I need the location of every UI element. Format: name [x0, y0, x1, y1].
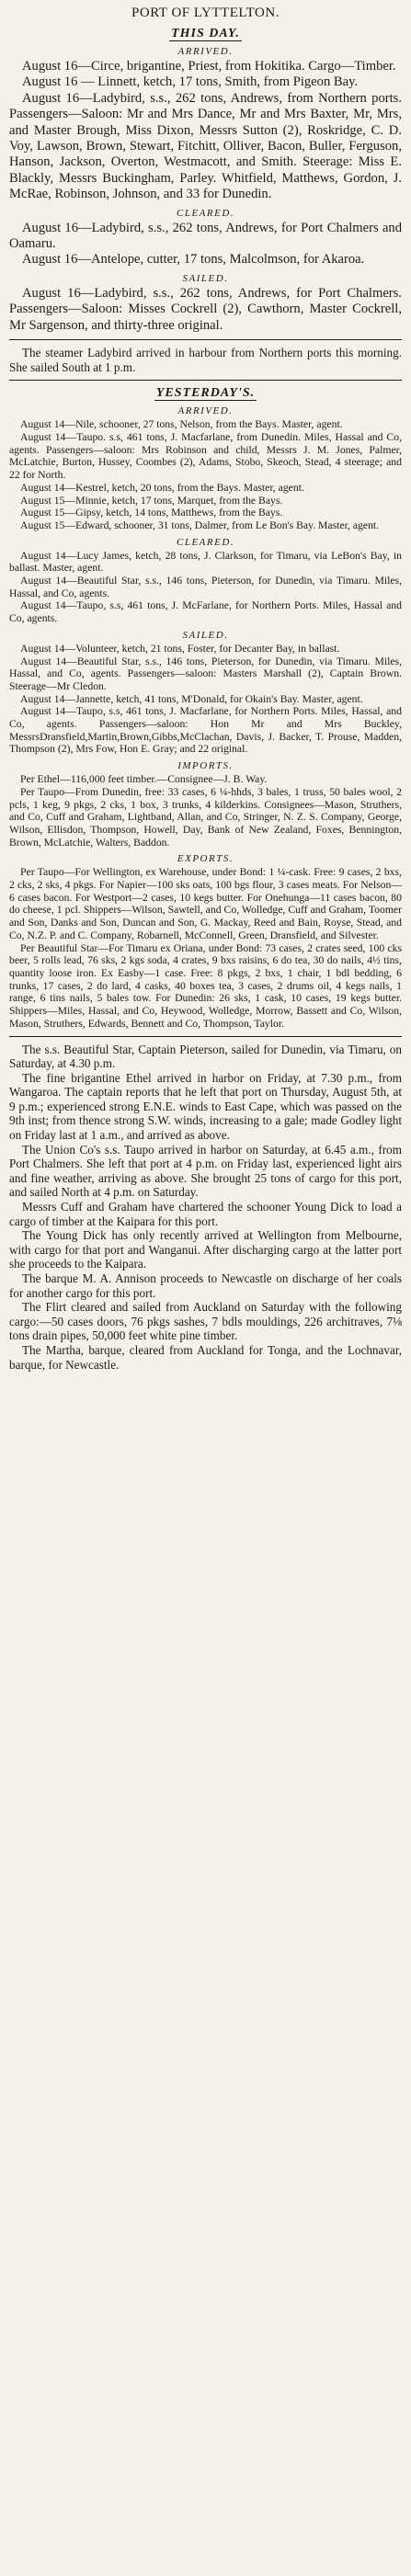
notice-text: The fine brigantine Ethel arrived in harbor on Friday, at 7.30 p.m., from Wangaroa. The captain reports that he left that port on Thursday, August 5th, at 9 p.m.; experienced strong E.N.E. winds to East Cape, which was passed on the 9th inst; from thence strong S.W. winds, increasing to a gale; made Godley light on Friday last at 1 a.m., and arrived as above. [9, 1070, 402, 1143]
shipping-entry: August 16 — Linnett, ketch, 17 tons, Smith, from Pigeon Bay. [22, 74, 359, 90]
divider [9, 1036, 402, 1037]
shipping-entry: August 14—Beautiful Star, s.s., 146 tons, Pieterson, for Dunedin, via Timaru. Miles, Hassal, and Co, agents. [9, 575, 402, 599]
shipping-entry: August 14—Taupo, s.s, 461 tons, J. Macfarlane, for Northern Ports. Miles, Hassal, and Co, agents. Passengers—saloon: Hon Mr and Mrs Buckley, MessrsDransfield,Martin,Brown,Gibbs,McClachan, Davis, J. Backer, T. Prouse, Madden, Thompson (2), Mrs Fow, Hon E. Gray; and 22 original. [9, 705, 402, 756]
notice-text: The Martha, barque, cleared from Auckland for Tonga, and the Lochnavar, barque, for Newcastle. [9, 1342, 402, 1372]
this-day-section [9, 46, 402, 334]
this-day-title: THIS DAY. [171, 27, 240, 40]
shipping-entry: August 16—Ladybird, s.s., 262 tons, Andrews, for Port Chalmers and Oamaru. [9, 220, 402, 252]
shipping-notices [9, 1043, 402, 1373]
ladybird-notice [9, 346, 402, 374]
exports-entry: Per Beautiful Star—For Timaru ex Oriana, under Bond: 73 cases, 2 crates seed, 100 cks beer, 5 rolls lead, 76 sks, 2 kgs soda, 4 crates, 9 bxs raisins, 6 do tea, 30 do nails, 4½ tins, quantity loose iron. Ex Easby—1 case. Free: 8 pkgs, 2 bxs, 1 chair, 1 bdl bedding, 6 trunks, 17 cases, 2 do lard, 4 casks, 40 boxes tea, 3 cases, 2 drums oil, 4 kegs nails, 1 range, 6 tins nails, 5 bales tow. For Dunedin: 26 sks, 1 cask, 10 cases, 19 kegs butter. Shippers—Miles, Hassal, and Co, Heywood, Wolledge, Morrow, Bassett and Co, Wilson, Mason, Struthers, Edwards, Bennett and Co, Thompson, Taylor. [9, 941, 402, 1030]
divider [9, 380, 402, 381]
shipping-entry: August 16—Circe, brigantine, Priest, from Hokitika. Cargo—Timber. [22, 59, 396, 74]
shipping-entry: August 14—Lucy James, ketch, 28 tons, J. Clarkson, for Timaru, via LeBon's Bay, in ballast. Master, agent. [9, 549, 402, 575]
this-day-sailed-label: SAILED. [182, 272, 229, 284]
yesterday-sailed-label: SAILED. [182, 629, 229, 641]
notice-text: The steamer Ladybird arrived in harbour from Northern ports this morning. She sailed South at 1 p.m. [9, 346, 402, 374]
shipping-entry: August 14—Beautiful Star, s.s., 146 tons, Pieterson, for Dunedin, via Timaru. Miles, Hassal, and Co, agents. Passengers—saloon: Masters Marshall (2), Captain Brown. Steerage—Mr Cledon. [9, 655, 402, 692]
shipping-entry: August 15—Minnie, ketch, 17 tons, Marquet, from the Bays. [20, 494, 283, 507]
imports-entry: Per Taupo—From Dunedin, free: 33 cases, 6 ¼-hhds, 3 bales, 1 truss, 50 bales wool, 2 pcls, 1 keg, 9 pkgs, 2 cks, 1 box, 3 trunks, 4 kilderkins. Consignees—Mason, Struthers, and Co, Cuff and Graham, Lightband, Allan, and Co, Stringer, N. Z. S. Company, George, Wilson, Ellisdon, Thompson, Howell, Day, Bank of New Zealand, Foxes, Bennington, Brown, McLatchie, Walters, Baddon. [9, 785, 402, 849]
shipping-entry: August 14—Taupo, s.s, 461 tons, J. McFarlane, for Northern Ports. Miles, Hassal and Co, agents. [9, 599, 402, 625]
shipping-entry: August 14—Taupo. s.s, 461 tons, J. Macfarlane, from Dunedin. Miles, Hassal and Co, agents. Passengers—saloon: Mrs Robinson and child, Messrs J. M. Jones, Palmer, McLatchie, Burton, Hussey, Coombes (2), Adams, Stobo, Skeoch, Stead, 4 steerage; and 22 for North. [9, 430, 402, 482]
shipping-entry: August 14—Volunteer, ketch, 21 tons, Foster, for Decanter Bay, in ballast. [20, 642, 340, 655]
divider [9, 339, 402, 340]
notice-text: Messrs Cuff and Graham have chartered the schooner Young Dick to load a cargo of timber at the Kaipara for this port. [9, 1200, 402, 1228]
shipping-entry: August 14—Kestrel, ketch, 20 tons, from the Bays. Master, agent. [20, 481, 304, 494]
notice-text: The Flirt cleared and sailed from Auckland on Saturday with the following cargo:—50 cases doors, 76 pkgs sashes, 7 bdls mouldings, 226 architraves, 7⅛ tons drain pipes, 50,000 feet white pine timber. [9, 1300, 402, 1343]
shipping-entry: August 16—Antelope, cutter, 17 tons, Malcolmson, for Akaroa. [22, 252, 365, 268]
port-heading: PORT OF LYTTELTON. [131, 6, 280, 20]
this-day-arrived-label: ARRIVED. [177, 46, 234, 57]
this-day-cleared-label: CLEARED. [176, 207, 235, 219]
yesterday-arrived-label: ARRIVED. [177, 405, 234, 417]
notice-text: The barque M. A. Annison proceeds to Newcastle on discharge of her coals for another cargo for this port. [9, 1271, 402, 1300]
yesterday-title: YESTERDAY'S. [155, 386, 256, 401]
yesterday-section [9, 405, 402, 1030]
notice-text: The Union Co's s.s. Taupo arrived in harbor on Saturday, at 6.45 a.m., from Port Chalmers. She left that port at 4 p.m. on Friday last, experienced light airs and fine weather, arriving as above. She brought 25 tons of cargo for this port, and sailed North at 4 p.m. on Saturday. [9, 1142, 402, 1200]
shipping-entry: August 15—Edward, schooner, 31 tons, Dalmer, from Le Bon's Bay. Master, agent. [20, 519, 380, 531]
exports-label: EXPORTS. [177, 853, 234, 865]
shipping-entry: August 14—Nile, schooner, 27 tons, Nelson, from the Bays. Master, agent. [20, 418, 343, 431]
shipping-entry: August 16—Ladybird, s.s., 262 tons, Andrews, from Northern ports. Passengers—Saloon: Mr and Mrs Dance, Mr and Mrs Baxter, Mr, Mrs, and Master Brough, Miss Dixon, Messrs Sutton (2), Roskridge, C. D. Voy, Lawson, Brown, Stewart, Fitchitt, Olliver, Bacon, Buller, Ferguson, Hanson, Jackson, Overton, Westmacott, and Smith. Steerage: Miss E. Blackly, Messrs Buckingham, Parley. Whitfield, Matthews, Gordon, J. McRae, Robinson, Johnson, and 33 for Dunedin. [9, 90, 402, 202]
shipping-entry: August 16—Ladybird, s.s., 262 tons, Andrews, for Port Chalmers. Passengers—Saloon: Misses Cockrell (2), Cawthorn, Master Cockrell, Mr Sargenson, and thirty-three original. [9, 285, 402, 333]
notice-text: The Young Dick has only recently arrived at Wellington from Melbourne, with cargo for that port and Wanganui. After discharging cargo at the latter port she proceeds to the Kaipara. [9, 1228, 402, 1271]
shipping-entry: August 15—Gipsy, ketch, 14 tons, Matthews, from the Bays. [20, 507, 283, 519]
yesterday-cleared-label: CLEARED. [176, 536, 235, 548]
imports-label: IMPORTS. [177, 760, 234, 772]
shipping-entry: August 14—Jannette, ketch, 41 tons, M'Donald, for Okain's Bay. Master, agent. [20, 692, 363, 705]
notice-text: The s.s. Beautiful Star, Captain Pieterson, sailed for Dunedin, via Timaru, on Saturday, at 4.30 p.m. [9, 1042, 402, 1071]
exports-entry: Per Taupo—For Wellington, ex Warehouse, under Bond: 1 ¼-cask. Free: 9 cases, 2 bxs, 2 cks, 2 sks, 4 pkgs. For Napier—100 sks oats, 100 bgs flour, 3 cases meats. For Nelson—6 cases bacon. For Westport—2 cases, 10 kegs butter. For Onehunga—11 cases bacon, 80 do cheese, 1 pcl. Shippers—Wilson, Sawtell, and Co, Wolledge, Cuff and Graham, Toomer and Son, Danks and Son, Duncan and Son, G. Mackay, Reed and Bain, Royse, Stead, and Co, N.Z. P. and C. Company, Robarnell, McConnell, Green, Dransfield, and Silvester. [9, 866, 402, 941]
imports-entry: Per Ethel—116,000 feet timber.—Consignee—J. B. Way. [20, 773, 268, 786]
